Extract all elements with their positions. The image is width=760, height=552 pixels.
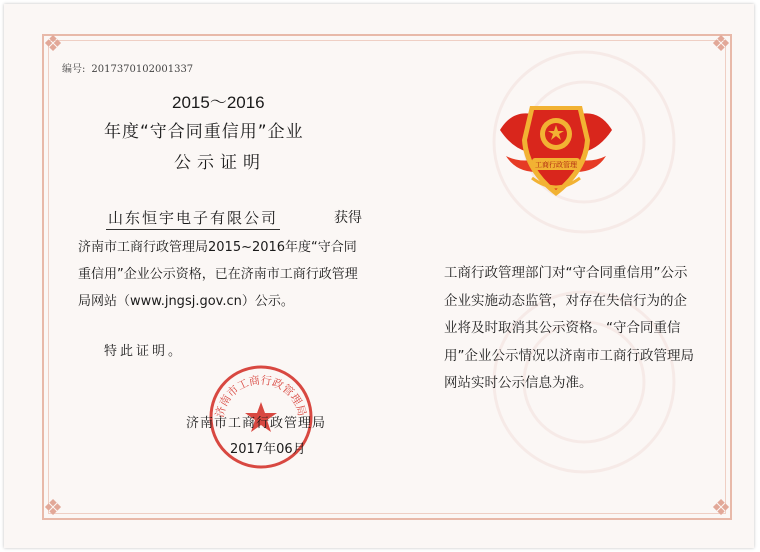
corner-ornament-icon: ❖ [43,32,63,57]
company-name: 山东恒宇电子有限公司 [106,207,280,230]
title-years: 2015～2016 [172,93,265,112]
serial-value: 2017370102001337 [91,64,194,75]
corner-ornament-icon: ❖ [711,496,731,521]
issuer: 济南市工商行政管理局 [186,416,327,431]
certificate-body: 济南市工商行政管理局2015~2016年度“守合同重信用”企业公示资格，已在济南市工商行政管理局网站（www.jngsj.gov.cn）公示。 [78,240,358,309]
svg-text:工商行政管理: 工商行政管理 [535,161,577,169]
title-line-1: 年度“守合同重信用”企业 [104,122,304,142]
special-note: 特此证明。 [104,344,185,359]
obtain-word: 获得 [334,210,362,226]
serial-label: 编号: [62,64,86,75]
corner-ornament-icon: ❖ [43,496,63,521]
issue-date: 2017年06月 [230,442,306,457]
title-line-2: 公示证明 [174,153,266,173]
supervision-notice: 工商行政管理部门对“守合同重信用”公示企业实施动态监管，对存在失信行为的企业将及时取消其公示资格。“守合同重信用”企业公示情况以济南市工商行政管理局网站实时公示信息为准。 [444,265,694,391]
certificate [4,4,754,548]
serial-number [62,60,193,75]
svg-text:济南市工商行政管理局: 济南市工商行政管理局 [213,373,309,419]
corner-ornament-icon: ❖ [711,32,731,57]
industry-commerce-emblem-icon [492,100,620,204]
